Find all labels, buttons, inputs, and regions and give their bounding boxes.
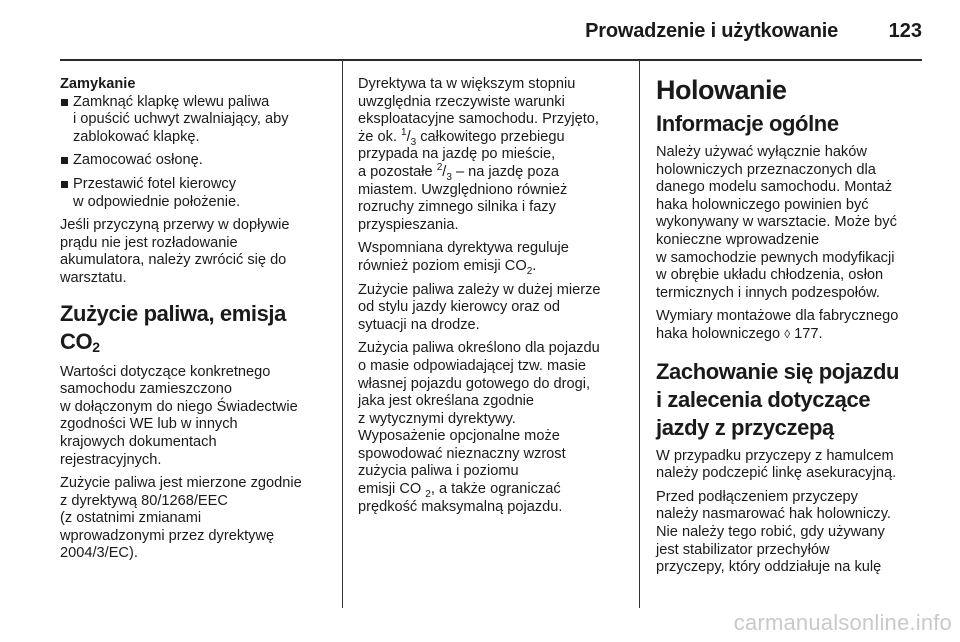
header-title: Prowadzenie i użytkowanie xyxy=(585,20,838,42)
closing-step-1: Zamknąć klapkę wlewu paliwa i opuścić uchwyt zwalniający, aby zablokować klapkę. xyxy=(60,94,332,147)
header-rule xyxy=(60,59,922,61)
page-number: 123 xyxy=(888,20,922,42)
paragraph-dimensions: Wymiary montażowe dla fabrycznego haka holowniczego ◊ 177. xyxy=(656,308,899,342)
column-1 xyxy=(60,76,332,569)
bullet-square-icon xyxy=(61,181,68,188)
paragraph-general: Należy używać wyłącznie haków holowniczych przeznaczonych dla danego modelu samochodu. Montaż haka holowniczego powinien być wykonywany w warsztacie. Może być konieczne wprowadzenie w samochodzie pewnych modyfikacji w obrębie układu chłodzenia, osłon termicznych i innych podzespołów. xyxy=(656,144,897,301)
page-reference-link[interactable]: 177. xyxy=(790,325,823,342)
trailer-behavior-heading: Zachowanie się pojazdu i zalecenia dotyczące jazdy z przyczepą xyxy=(656,358,900,440)
bullet-square-icon xyxy=(61,99,68,106)
column-divider-1 xyxy=(342,60,343,608)
page-reference-icon[interactable]: ◊ xyxy=(784,326,791,341)
paragraph-determined: Zużycia paliwa określono dla pojazdu o masie odpowiadającej tzw. masie własnej pojazdu gotowego do drogi, jaka jest określana zgodnie z wytycznymi dyrektywy. Wyposażenie opcjonalne może spowodować nieznaczny wzrost zużycia paliwa i poziomu emisji CO $_2$, a także ograniczać prędkość maksymalną pojazdu. xyxy=(358,340,600,515)
paragraph-measured: Zużycie paliwa jest mierzone zgodnie z dyrektywą 80/1268/EEC (z ostatnimi zmianami wprowadzonymi przez dyrektywę 2004/3/EC). xyxy=(60,475,302,562)
paragraph-style: Zużycie paliwa zależy w dużej mierze od stylu jazdy kierowcy oraz od sytuacji na drodze. xyxy=(358,281,601,333)
paragraph-values: Wartości dotyczące konkretnego samochodu zamieszczono w dołączonym do niego Świadectwie zgodności WE lub w innych krajowych dokumentach rejestracyjnych. xyxy=(60,363,298,468)
page-header xyxy=(0,0,960,60)
column-divider-2 xyxy=(639,60,640,608)
paragraph-grease: Przed podłączeniem przyczepy należy nasmarować hak holowniczy. Nie należy tego robić, gdy używany jest stabilizator przechyłów przyczepy, który oddziałuje na kulę xyxy=(656,488,891,576)
closing-steps-list xyxy=(60,94,332,212)
paragraph-emission: Wspomniana dyrektywa reguluje również poziom emisji $CO_2$. xyxy=(358,240,569,277)
watermark: carmanualsonline.info xyxy=(733,610,952,635)
paragraph-safety-cable: W przypadku przyczepy z hamulcem należy podczepić linkę asekuracyjną. xyxy=(656,447,897,482)
closing-step-3: Przestawić fotel kierowcy w odpowiednie położenie. xyxy=(60,176,332,211)
column-2 xyxy=(358,76,630,522)
column-3 xyxy=(656,76,926,583)
paragraph-interrupt: Jeśli przyczyną przerwy w dopływie prądu nie jest rozładowanie akumulatora, należy zwrócić się do warsztatu. xyxy=(60,217,290,286)
closing-heading: Zamykanie xyxy=(60,76,136,92)
bullet-square-icon xyxy=(61,157,68,164)
fuel-consumption-heading: Zużycie paliwa, emisja $CO_2$ xyxy=(60,300,286,355)
towing-heading: Holowanie xyxy=(656,75,787,105)
general-info-heading: Informacje ogólne xyxy=(656,111,839,136)
paragraph-directive: Dyrektywa ta w większym stopniu uwzględnia rzeczywiste warunki eksploatacyjne samochodu. Przyjęto, że ok. $^1/_3$ całkowitego przebiegu przypada na jazdę po mieście, a pozostałe $^2/_3$ – na jazdę poza miastem. Uwzględniono również rozruchy zimnego silnika i fazy przyspieszania. xyxy=(358,76,599,233)
closing-step-2: Zamocować osłonę. xyxy=(60,152,332,170)
